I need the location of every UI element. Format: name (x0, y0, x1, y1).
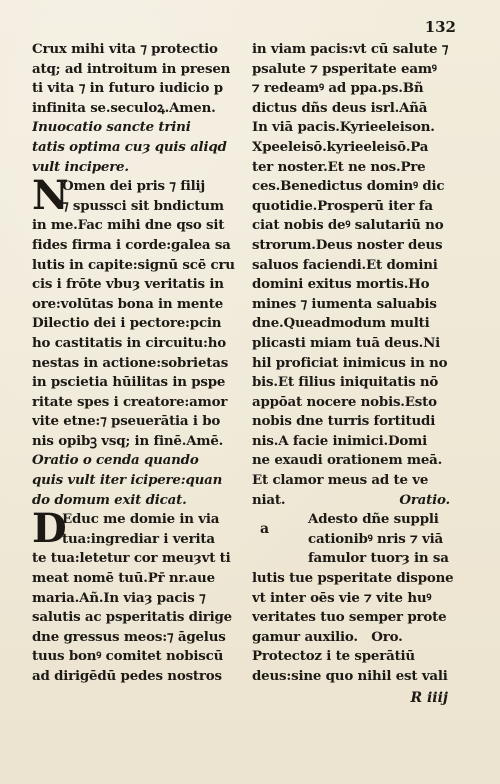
text-line: tua:ingrediar i verita (62, 530, 215, 547)
right-block-1 (252, 40, 464, 510)
rubric-line: tatis optima cuȝ quis aliqd (32, 138, 227, 155)
text-line: saluos faciendi.Et domini (252, 256, 438, 273)
text-line: Protectoz i te sperātiū (252, 648, 415, 665)
text-line: dne gressus meos:⁊ āgelus (32, 628, 226, 645)
text-line: dne.Queadmodum multi (252, 315, 430, 332)
text-line: lutis tue psperitate dispone (252, 570, 454, 587)
text-line: lutis in capite:signū scē cru (32, 256, 235, 273)
text-line: ⁊ redeamꝰ ad ppa.ps.Bñ (252, 80, 424, 97)
rubric-line: do domum exit dicat. (32, 491, 187, 508)
text-line: domini exitus mortis.Ho (252, 276, 430, 293)
right-column (252, 40, 464, 687)
drop-cap-paragraph-1 (32, 172, 244, 220)
text-line: ⁊ spussci sit bndictum (62, 197, 224, 214)
text-line: in me.Fac mihi dne qso sit (32, 217, 225, 234)
text-line: Adesto dñe suppli (308, 511, 439, 528)
text-line: veritates tuo semper prote (252, 609, 447, 626)
text-line: ho castitatis in circuitu:ho (32, 334, 226, 351)
text-line: bis.Et filius iniquitatis nō (252, 374, 439, 391)
left-block-2 (32, 216, 244, 451)
text-line: Crux mihi vita ⁊ protectio (32, 41, 218, 57)
text-line: ti vita ⁊ in futuro iudicio p (32, 80, 223, 97)
left-block-3 (32, 549, 244, 686)
rubric-line: Inuocatio sancte trini (32, 119, 191, 136)
text-line: deus:sine quo nihil est vali (252, 668, 448, 684)
text-line: Educ me domie in via (62, 511, 220, 528)
text-line: Dilectio dei i pectore:pcin (32, 315, 222, 332)
text-line: appōat nocere nobis.Esto (252, 393, 437, 410)
text-line: quotidie.Prosperū iter fa (252, 197, 433, 214)
text-line: ore:volūtas bona in mente (32, 295, 224, 312)
initial-letter: N (32, 172, 69, 220)
text-line: salutis ac psperitatis dirige (32, 609, 232, 626)
rubric-line: Oratio o cenda quando (32, 452, 199, 469)
text-line: infinita se.seculoꝝ.Amen. (32, 99, 216, 116)
left-column (32, 40, 244, 687)
text-line: atq; ad introitum in presen (32, 60, 231, 77)
text-line: meat nomē tuū.Pr̄ nr.aue (32, 570, 215, 587)
text-line: ne exaudi orationem meā. (252, 452, 443, 469)
text-line: Xpeeleisō.kyrieeleisō.Pa (252, 138, 429, 155)
text-line: in pscietia hūilitas in pspe (32, 374, 226, 391)
text-line: vt inter oēs vie ⁊ vite huꝰ (252, 589, 432, 606)
text-line: ad dirigēdū pedes nostros (32, 668, 222, 684)
right-block-2 (252, 549, 464, 686)
text-line: ciat nobis deꝰ salutariū no (252, 217, 444, 234)
signature-mark: R iiij (410, 690, 448, 706)
drop-cap-paragraph-3 (252, 510, 464, 549)
text-line: ter noster.Et ne nos.Pre (252, 158, 426, 175)
rubric-line: quis vult iter icipere:quan (32, 472, 223, 489)
text-line: gamur auxilio. Oro. (252, 628, 403, 645)
text-line: psalute ⁊ psperitate eamꝰ (252, 60, 437, 77)
rubric-line: vult incipere. (32, 158, 129, 175)
folio-number: 132 (424, 18, 456, 36)
text-line: strorum.Deus noster deus (252, 236, 443, 253)
split-line (252, 491, 464, 511)
text-line: ces.Benedictus dominꝰ dic (252, 178, 445, 195)
left-rubric-1 (32, 118, 244, 177)
text-line: Et clamor meus ad te ve (252, 472, 429, 489)
text-line: in viam pacis:vt cū salute ⁊ (252, 41, 449, 57)
text-line: hil proficiat inimicus in no (252, 354, 448, 371)
oratio-heading: Oratio. (399, 491, 450, 508)
text-line: cis i frōte vbuȝ veritatis in (32, 276, 224, 293)
text-line: maria.Añ.In viaȝ pacis ⁊ (32, 589, 206, 606)
text-line: plicasti miam tuā deus.Ni (252, 334, 441, 351)
text-fragment: niat. (252, 491, 286, 508)
text-line: fides firma i corde:galea sa (32, 236, 231, 253)
text-line: famulor tuorȝ in sa (308, 550, 449, 567)
text-line: nobis dne turris fortitudi (252, 413, 436, 430)
text-line: dictus dñs deus isrl.Añā (252, 99, 428, 116)
text-line: mines ⁊ iumenta saluabis (252, 295, 437, 312)
text-line: vite etne:⁊ pseuerātia i bo (32, 413, 221, 430)
text-line: te tua:letetur cor meuȝvt ti (32, 550, 231, 567)
text-line: cationibꝰ nris ⁊ viā (308, 530, 443, 547)
left-block-1 (32, 40, 244, 118)
text-line: Omen dei pris ⁊ filij (62, 178, 206, 195)
side-letter: a (260, 521, 269, 538)
text-line: nis opibꝫ vsq; in finē.Amē. (32, 432, 224, 449)
drop-cap-paragraph-2 (32, 505, 244, 553)
initial-letter: D (32, 505, 67, 553)
text-line: nestas in actione:sobrietas (32, 354, 229, 371)
text-line: tuus bonꝰ comitet nobiscū (32, 648, 224, 665)
text-line: In viā pacis.Kyrieeleison. (252, 119, 435, 136)
text-line: nis.A facie inimici.Domi (252, 432, 427, 449)
left-rubric-2 (32, 451, 244, 510)
text-line: ritate spes i creatore:amor (32, 393, 228, 410)
